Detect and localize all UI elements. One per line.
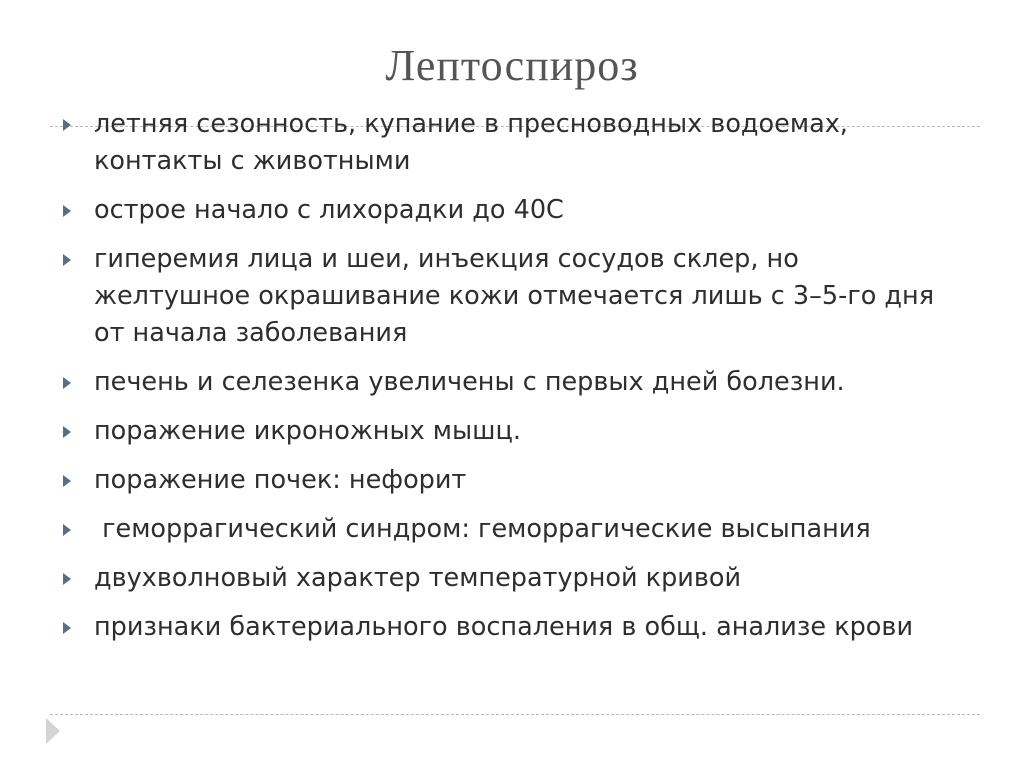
triangle-right-icon [63, 524, 71, 536]
bullet-text: поражение икроножных мышц. [94, 416, 521, 446]
list-item [0, 241, 1024, 352]
bullet-text: геморрагический синдром: геморрагические высыпания [94, 514, 871, 544]
bullet-text: летняя сезонность, купание в пресноводных водоемах, контакты с животными [94, 109, 848, 176]
corner-triangle-icon [46, 718, 60, 744]
bullet-text: печень и селезенка увеличены с первых дней болезни. [94, 367, 845, 397]
bottom-divider [50, 714, 980, 715]
triangle-right-icon [63, 205, 71, 217]
triangle-right-icon [63, 254, 71, 266]
bullet-text: острое начало с лихорадки до 40С [94, 195, 564, 225]
triangle-right-icon [63, 426, 71, 438]
list-item [0, 560, 1024, 597]
bullet-text: гиперемия лица и шеи, инъекция сосудов склер, но желтушное окрашивание кожи отмечается лишь с 3–5-го дня от начала заболевания [94, 244, 935, 348]
bullet-text: двухволновый характер температурной кривой [94, 563, 742, 593]
list-item [0, 192, 1024, 229]
list-item [0, 609, 1024, 646]
triangle-right-icon [63, 377, 71, 389]
bullet-text: признаки бактериального воспаления в общ. анализе крови [94, 612, 914, 642]
list-item [0, 511, 1024, 548]
bullet-text: поражение почек: нефорит [94, 465, 467, 495]
slide-title: Лептоспироз [385, 41, 639, 90]
triangle-right-icon [63, 622, 71, 634]
list-item [0, 462, 1024, 499]
triangle-right-icon [63, 119, 71, 131]
list-item [0, 364, 1024, 401]
bullet-list [0, 106, 1024, 658]
list-item [0, 413, 1024, 450]
list-item [0, 106, 1024, 180]
triangle-right-icon [63, 475, 71, 487]
triangle-right-icon [63, 573, 71, 585]
